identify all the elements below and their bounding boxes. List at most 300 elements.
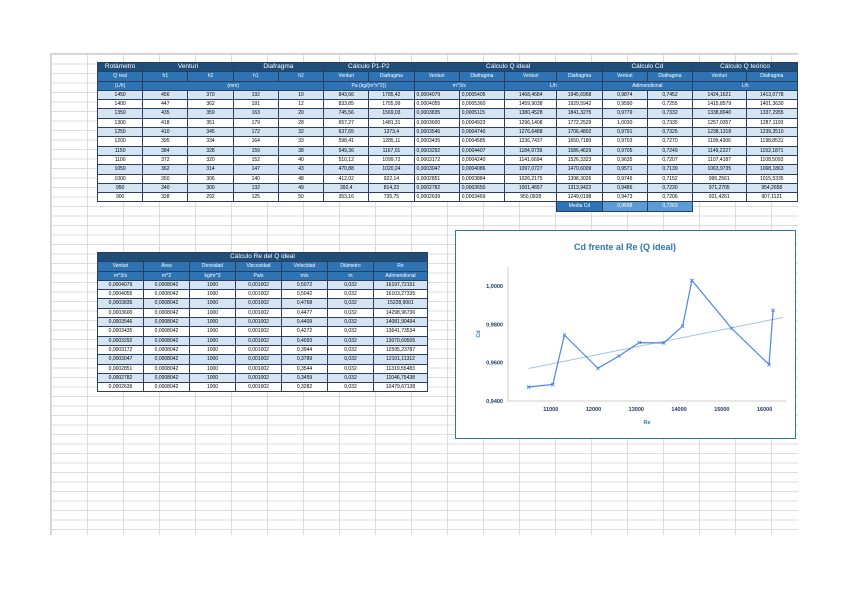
table-cell[interactable]: 340 (143, 183, 188, 192)
table-cell[interactable]: 1000 (190, 290, 236, 299)
table-cell[interactable]: 10479,67138 (374, 383, 428, 392)
table-cell[interactable]: 0,9874 (602, 90, 647, 99)
table-cell[interactable]: 0,7249 (647, 146, 692, 155)
table-cell[interactable]: 0,9571 (602, 165, 647, 174)
column-header[interactable]: h2 (278, 72, 323, 81)
table-cell[interactable]: 1000 (190, 383, 236, 392)
table-cell[interactable]: 0,3944 (282, 345, 328, 354)
unit-cell[interactable]: kg/m^3 (190, 271, 236, 280)
table-cell[interactable]: 950 (98, 183, 143, 192)
table-cell[interactable]: 735,75 (369, 193, 414, 202)
table-cell[interactable]: 384 (143, 146, 188, 155)
table-cell[interactable]: 0,0003292 (98, 336, 144, 345)
reynolds-table-title[interactable]: Cálculo Re del Q ideal (98, 253, 428, 262)
empty-cell[interactable] (459, 202, 504, 211)
table-cell[interactable]: 0,9590 (602, 100, 647, 109)
table-cell[interactable]: 1300 (98, 118, 143, 127)
table-cell[interactable]: 0,4272 (282, 327, 328, 336)
table-cell[interactable]: 16197,72151 (374, 280, 428, 289)
table-cell[interactable]: 1338,8040 (693, 109, 746, 118)
table-cell[interactable]: 0,0003600 (98, 308, 144, 317)
table-cell[interactable]: 900 (98, 193, 143, 202)
table-cell[interactable]: 152 (233, 155, 278, 164)
table-cell[interactable]: 1000 (190, 355, 236, 364)
table-cell[interactable]: 0,0008042 (144, 336, 190, 345)
table-cell[interactable]: 0,3789 (282, 355, 328, 364)
table-cell[interactable]: 1586,4629 (557, 146, 602, 155)
table-cell[interactable]: 0,7335 (647, 118, 692, 127)
column-header[interactable]: Venturi (602, 72, 647, 81)
table-cell[interactable]: 0,9745 (602, 174, 647, 183)
table-cell[interactable]: 0,0003047 (414, 165, 459, 174)
table-cell[interactable]: 15228,9001 (374, 299, 428, 308)
table-cell[interactable]: 0,0008042 (144, 345, 190, 354)
table-cell[interactable]: 0,001002 (236, 280, 282, 289)
table-cell[interactable]: 657,27 (324, 118, 369, 127)
table-cell[interactable]: 0,7152 (647, 174, 692, 183)
unit-cell[interactable]: m/s (282, 271, 328, 280)
table-cell[interactable]: 0,4768 (282, 299, 328, 308)
table-cell[interactable]: 12595,23787 (374, 345, 428, 354)
table-cell[interactable]: 0,0002851 (414, 174, 459, 183)
unit-cell[interactable]: (L/h) (98, 81, 143, 90)
table-cell[interactable]: 814,23 (369, 183, 414, 192)
table-cell[interactable]: 0,032 (328, 355, 374, 364)
table-cell[interactable]: 1000 (190, 373, 236, 382)
empty-cell[interactable] (98, 202, 143, 211)
table-cell[interactable]: 598,41 (324, 137, 369, 146)
table-cell[interactable]: 1184,9739 (504, 146, 556, 155)
table-cell[interactable]: 0,0003172 (414, 155, 459, 164)
table-cell[interactable]: 1337,2955 (746, 109, 797, 118)
table-cell[interactable]: 370 (188, 90, 233, 99)
table-cell[interactable]: 1296,1408 (504, 118, 556, 127)
unit-cell[interactable]: m^2 (144, 271, 190, 280)
unit-cell[interactable]: Adimendional (374, 271, 428, 280)
table-cell[interactable]: 0,0008042 (144, 318, 190, 327)
table-cell[interactable]: 345 (188, 128, 233, 137)
table-cell[interactable]: 0,0003435 (98, 327, 144, 336)
table-cell[interactable]: 13070,69505 (374, 336, 428, 345)
media-cd-diafragma[interactable]: 0,7263 (647, 202, 692, 211)
table-cell[interactable]: 0,032 (328, 299, 374, 308)
column-header[interactable]: Diafragma (459, 72, 504, 81)
column-header[interactable]: h1 (143, 72, 188, 81)
table-cell[interactable]: 0,7230 (647, 183, 692, 192)
table-cell[interactable]: 1000 (190, 345, 236, 354)
table-cell[interactable]: 10 (278, 90, 323, 99)
table-cell[interactable]: 0,032 (328, 336, 374, 345)
table-cell[interactable]: 0,0004055 (98, 290, 144, 299)
table-cell[interactable]: 1424,1621 (693, 90, 746, 99)
unit-cell[interactable]: Pa/s (236, 271, 282, 280)
table-cell[interactable]: 1350 (98, 109, 143, 118)
table-cell[interactable]: 191 (233, 100, 278, 109)
column-header[interactable]: Re (374, 262, 428, 271)
table-cell[interactable]: 0,032 (328, 364, 374, 373)
group-header-q-teorico[interactable]: Cálculo Q teórico (693, 63, 798, 72)
table-cell[interactable]: 359 (188, 109, 233, 118)
table-cell[interactable]: 1772,2529 (557, 118, 602, 127)
empty-cell[interactable] (188, 202, 233, 211)
table-cell[interactable]: 1569,03 (369, 109, 414, 118)
column-header[interactable]: Venturi (324, 72, 369, 81)
table-cell[interactable]: 1257,0357 (693, 118, 746, 127)
unit-cell[interactable]: Adimendional (602, 81, 692, 90)
table-cell[interactable]: 292 (188, 193, 233, 202)
table-cell[interactable]: 0,5042 (282, 290, 328, 299)
table-cell[interactable]: 306 (188, 174, 233, 183)
group-header-q-ideal[interactable]: Cálculo Q ideal (414, 63, 602, 72)
table-cell[interactable]: 0,0002782 (98, 373, 144, 382)
table-cell[interactable]: 1150 (98, 146, 143, 155)
table-cell[interactable]: 32 (278, 128, 323, 137)
table-cell[interactable]: 833,85 (324, 100, 369, 109)
table-cell[interactable]: 470,88 (324, 165, 369, 174)
column-header[interactable]: Venturi (98, 262, 144, 271)
table-cell[interactable]: 1373,4 (369, 128, 414, 137)
table-cell[interactable]: 1001,4657 (504, 183, 556, 192)
table-cell[interactable]: 1706,4802 (557, 128, 602, 137)
table-cell[interactable]: 0,001002 (236, 308, 282, 317)
column-header[interactable]: Área (144, 262, 190, 271)
unit-cell[interactable]: m^3/s (98, 271, 144, 280)
table-cell[interactable]: 40 (278, 155, 323, 164)
table-cell[interactable]: 0,0004086 (459, 165, 504, 174)
table-cell[interactable]: 0,0005405 (459, 90, 504, 99)
table-cell[interactable]: 0,001002 (236, 373, 282, 382)
table-cell[interactable]: 1481,31 (369, 118, 414, 127)
table-cell[interactable]: 350 (143, 174, 188, 183)
table-cell[interactable]: 0,9486 (602, 183, 647, 192)
group-header-rotametro[interactable]: Rotámetro (98, 63, 143, 72)
table-cell[interactable]: 1400 (98, 100, 143, 109)
table-cell[interactable]: 1097,0727 (504, 165, 556, 174)
table-cell[interactable]: 0,7325 (647, 128, 692, 137)
table-cell[interactable]: 1000 (190, 364, 236, 373)
table-cell[interactable]: 0,001002 (236, 383, 282, 392)
group-header-venturi[interactable]: Venturi (143, 63, 233, 72)
table-cell[interactable]: 0,0008042 (144, 280, 190, 289)
table-cell[interactable]: 159 (233, 146, 278, 155)
table-cell[interactable]: 0,0003835 (98, 299, 144, 308)
column-header[interactable]: Venturi (414, 72, 459, 81)
table-cell[interactable]: 0,032 (328, 327, 374, 336)
column-header[interactable]: Diámetro (328, 262, 374, 271)
table-cell[interactable]: 125 (233, 193, 278, 202)
table-cell[interactable]: 843,66 (324, 90, 369, 99)
unit-cell[interactable]: Pa (kg/(m*s^2)) (324, 81, 414, 90)
empty-cell[interactable] (369, 202, 414, 211)
column-header[interactable]: Venturi (693, 72, 746, 81)
table-cell[interactable]: 0,0008042 (144, 308, 190, 317)
empty-cell[interactable] (143, 202, 188, 211)
table-cell[interactable]: 163 (233, 109, 278, 118)
table-cell[interactable]: 0,032 (328, 308, 374, 317)
table-cell[interactable]: 164 (233, 137, 278, 146)
cd-vs-re-chart[interactable] (455, 230, 796, 439)
table-cell[interactable]: 1000 (190, 308, 236, 317)
table-cell[interactable]: 362 (143, 165, 188, 174)
table-cell[interactable]: 0,001002 (236, 318, 282, 327)
table-cell[interactable]: 1468,4684 (504, 90, 556, 99)
table-cell[interactable]: 0,7139 (647, 165, 692, 174)
table-cell[interactable]: 0,3544 (282, 364, 328, 373)
table-cell[interactable]: 1000 (190, 318, 236, 327)
table-cell[interactable]: 435 (143, 109, 188, 118)
table-cell[interactable]: 0,9779 (602, 109, 647, 118)
table-cell[interactable]: 0,0003172 (98, 345, 144, 354)
table-cell[interactable]: 392,4 (324, 183, 369, 192)
empty-cell[interactable] (233, 202, 278, 211)
column-header[interactable]: Diafragma (557, 72, 602, 81)
table-cell[interactable]: 140 (233, 174, 278, 183)
table-cell[interactable]: 1459,9038 (504, 100, 556, 109)
group-header-cd[interactable]: Cálculo Cd (602, 63, 692, 72)
table-cell[interactable]: 0,0008042 (144, 364, 190, 373)
table-cell[interactable]: 49 (278, 183, 323, 192)
table-cell[interactable]: 0,0004240 (459, 155, 504, 164)
table-cell[interactable]: 1198,8531 (746, 137, 797, 146)
column-header[interactable]: h2 (188, 72, 233, 81)
table-cell[interactable]: 1167,01 (369, 146, 414, 155)
table-cell[interactable]: 0,0004079 (98, 280, 144, 289)
table-cell[interactable]: 314 (188, 165, 233, 174)
table-cell[interactable]: 1,0030 (602, 118, 647, 127)
table-cell[interactable]: 1108,5093 (746, 155, 797, 164)
table-cell[interactable]: 0,0003600 (414, 118, 459, 127)
table-cell[interactable]: 971,2705 (693, 183, 746, 192)
table-cell[interactable]: 412,02 (324, 174, 369, 183)
table-cell[interactable]: 510,12 (324, 155, 369, 164)
table-cell[interactable]: 1945,6968 (557, 90, 602, 99)
table-cell[interactable]: 1415,8579 (693, 100, 746, 109)
table-cell[interactable]: 1276,6488 (504, 128, 556, 137)
table-cell[interactable]: 20 (278, 109, 323, 118)
table-cell[interactable]: 0,7332 (647, 109, 692, 118)
table-cell[interactable]: 0,0003650 (459, 183, 504, 192)
table-cell[interactable]: 320 (188, 155, 233, 164)
table-cell[interactable]: 0,032 (328, 345, 374, 354)
table-cell[interactable]: 0,032 (328, 280, 374, 289)
table-cell[interactable]: 132 (233, 183, 278, 192)
table-cell[interactable]: 0,032 (328, 290, 374, 299)
table-cell[interactable]: 0,0004055 (414, 100, 459, 109)
empty-cell[interactable] (693, 202, 746, 211)
table-cell[interactable]: 328 (143, 193, 188, 202)
table-cell[interactable]: 0,4093 (282, 336, 328, 345)
table-cell[interactable]: 0,001002 (236, 336, 282, 345)
table-cell[interactable]: 334 (188, 137, 233, 146)
table-cell[interactable]: 16103,27335 (374, 290, 428, 299)
table-cell[interactable]: 192 (233, 90, 278, 99)
table-cell[interactable]: 1100 (98, 155, 143, 164)
table-cell[interactable]: 50 (278, 193, 323, 202)
table-cell[interactable]: 0,9635 (602, 155, 647, 164)
table-cell[interactable]: 1000 (190, 280, 236, 289)
table-cell[interactable]: 0,001002 (236, 327, 282, 336)
table-cell[interactable]: 14298,96736 (374, 308, 428, 317)
table-cell[interactable]: 0,001002 (236, 290, 282, 299)
table-cell[interactable]: 1755,99 (369, 100, 414, 109)
empty-cell[interactable] (414, 202, 459, 211)
group-header-diafragma[interactable]: Diafragma (233, 63, 323, 72)
table-cell[interactable]: 11046,75438 (374, 373, 428, 382)
table-cell[interactable]: 0,0004079 (414, 90, 459, 99)
table-cell[interactable]: 1313,9422 (557, 183, 602, 192)
group-header-p1p2[interactable]: Cálculo P1-P2 (324, 63, 414, 72)
table-cell[interactable]: 12 (278, 100, 323, 109)
table-cell[interactable]: 0,0008042 (144, 299, 190, 308)
column-header[interactable]: Diafragma (369, 72, 414, 81)
table-cell[interactable]: 637,65 (324, 128, 369, 137)
table-cell[interactable]: 456 (143, 90, 188, 99)
table-cell[interactable]: 0,5072 (282, 280, 328, 289)
table-cell[interactable]: 395 (143, 137, 188, 146)
table-cell[interactable]: 0,0002639 (98, 383, 144, 392)
table-cell[interactable]: 372 (143, 155, 188, 164)
table-cell[interactable]: 1929,5942 (557, 100, 602, 109)
table-cell[interactable]: 0,0003546 (98, 318, 144, 327)
table-cell[interactable]: 0,4409 (282, 318, 328, 327)
column-header[interactable]: Diafragma (746, 72, 797, 81)
table-cell[interactable]: 1000 (190, 336, 236, 345)
table-cell[interactable]: 995,2561 (693, 174, 746, 183)
table-cell[interactable]: 0,0003469 (459, 193, 504, 202)
table-cell[interactable]: 0,9473 (602, 193, 647, 202)
table-cell[interactable]: 954,2658 (746, 183, 797, 192)
column-header[interactable]: Diafragma (647, 72, 692, 81)
table-cell[interactable]: 33 (278, 137, 323, 146)
table-cell[interactable]: 0,001002 (236, 345, 282, 354)
table-cell[interactable]: 1000 (190, 327, 236, 336)
table-cell[interactable]: 1236,7437 (504, 137, 556, 146)
column-header[interactable]: Viscosidad (236, 262, 282, 271)
table-cell[interactable]: 0,7270 (647, 137, 692, 146)
empty-cell[interactable] (504, 202, 556, 211)
table-cell[interactable]: 0,0003047 (98, 355, 144, 364)
table-cell[interactable]: 1107,4187 (693, 155, 746, 164)
table-cell[interactable]: 328 (188, 146, 233, 155)
table-cell[interactable]: 0,0008042 (144, 290, 190, 299)
column-header[interactable]: Velocidad (282, 262, 328, 271)
table-cell[interactable]: 0,0004585 (459, 137, 504, 146)
column-header[interactable]: Q real (98, 72, 143, 81)
table-cell[interactable]: 0,9791 (602, 128, 647, 137)
unit-cell[interactable]: L/h (504, 81, 602, 90)
table-cell[interactable]: 0,0003292 (414, 146, 459, 155)
table-cell[interactable]: 1450 (98, 90, 143, 99)
table-cell[interactable]: 1841,3275 (557, 109, 602, 118)
table-cell[interactable]: 0,0002782 (414, 183, 459, 192)
table-cell[interactable]: 1063,9735 (693, 165, 746, 174)
table-cell[interactable]: 447 (143, 100, 188, 109)
table-cell[interactable]: 0,0003835 (414, 109, 459, 118)
table-cell[interactable]: 418 (143, 118, 188, 127)
table-cell[interactable]: 0,0004923 (459, 118, 504, 127)
table-cell[interactable]: 48 (278, 174, 323, 183)
table-cell[interactable]: 1401,3630 (746, 100, 797, 109)
table-cell[interactable]: 0,0005360 (459, 100, 504, 109)
table-cell[interactable]: 1050 (98, 165, 143, 174)
table-cell[interactable]: 1413,0778 (746, 90, 797, 99)
table-cell[interactable]: 0,0008042 (144, 355, 190, 364)
table-cell[interactable]: 13641,73534 (374, 327, 428, 336)
empty-cell[interactable] (324, 202, 369, 211)
column-header[interactable]: Densidad (190, 262, 236, 271)
table-cell[interactable]: 0,9703 (602, 137, 647, 146)
table-cell[interactable]: 351 (188, 118, 233, 127)
table-cell[interactable]: 28 (278, 118, 323, 127)
table-cell[interactable]: 1026,2175 (504, 174, 556, 183)
table-cell[interactable]: 179 (233, 118, 278, 127)
table-cell[interactable]: 1141,6694 (504, 155, 556, 164)
table-cell[interactable]: 0,0008042 (144, 383, 190, 392)
table-cell[interactable]: 410 (143, 128, 188, 137)
table-cell[interactable]: 1015,5335 (746, 174, 797, 183)
empty-cell[interactable] (746, 202, 797, 211)
table-cell[interactable]: 0,001002 (236, 364, 282, 373)
table-cell[interactable]: 353,16 (324, 193, 369, 202)
table-cell[interactable]: 1785,42 (369, 90, 414, 99)
table-cell[interactable]: 0,0004407 (459, 146, 504, 155)
table-cell[interactable]: 147 (233, 165, 278, 174)
table-cell[interactable]: 1285,11 (369, 137, 414, 146)
table-cell[interactable]: 922,14 (369, 174, 414, 183)
table-cell[interactable]: 38 (278, 146, 323, 155)
table-cell[interactable]: 1526,3323 (557, 155, 602, 164)
table-cell[interactable]: 11319,55483 (374, 364, 428, 373)
table-cell[interactable]: 43 (278, 165, 323, 174)
table-cell[interactable]: 1287,1193 (746, 118, 797, 127)
table-cell[interactable]: 745,56 (324, 109, 369, 118)
table-cell[interactable]: 0,0003546 (414, 128, 459, 137)
table-cell[interactable]: 0,4477 (282, 308, 328, 317)
table-cell[interactable]: 1239,3510 (746, 128, 797, 137)
table-cell[interactable]: 1068,1863 (746, 165, 797, 174)
table-cell[interactable]: 907,1121 (746, 193, 797, 202)
table-cell[interactable]: 1398,3026 (557, 174, 602, 183)
table-cell[interactable]: 1149,2227 (693, 146, 746, 155)
table-cell[interactable]: 0,032 (328, 318, 374, 327)
table-cell[interactable]: 0,0003884 (459, 174, 504, 183)
table-cell[interactable]: 1200 (98, 137, 143, 146)
table-cell[interactable]: 0,0008042 (144, 327, 190, 336)
table-cell[interactable]: 1152,1871 (746, 146, 797, 155)
table-cell[interactable]: 0,001002 (236, 299, 282, 308)
table-cell[interactable]: 1250 (98, 128, 143, 137)
table-cell[interactable]: 0,7255 (647, 100, 692, 109)
table-cell[interactable]: 362 (188, 100, 233, 109)
table-cell[interactable]: 0,0004740 (459, 128, 504, 137)
table-cell[interactable]: 0,0002851 (98, 364, 144, 373)
table-cell[interactable]: 1000 (190, 299, 236, 308)
table-cell[interactable]: 1020,24 (369, 165, 414, 174)
table-cell[interactable]: 0,0005115 (459, 109, 504, 118)
table-cell[interactable]: 1000 (98, 174, 143, 183)
unit-cell[interactable]: m (328, 271, 374, 280)
table-cell[interactable]: 1238,1318 (693, 128, 746, 137)
table-cell[interactable]: 0,3459 (282, 373, 328, 382)
table-cell[interactable]: 0,032 (328, 383, 374, 392)
table-cell[interactable]: 549,36 (324, 146, 369, 155)
table-cell[interactable]: 0,7207 (647, 155, 692, 164)
table-cell[interactable]: 0,3282 (282, 383, 328, 392)
table-cell[interactable]: 921,4261 (693, 193, 746, 202)
table-cell[interactable]: 1199,4306 (693, 137, 746, 146)
table-cell[interactable]: 14081,90494 (374, 318, 428, 327)
media-cd-label[interactable]: Media Cd (557, 202, 602, 211)
